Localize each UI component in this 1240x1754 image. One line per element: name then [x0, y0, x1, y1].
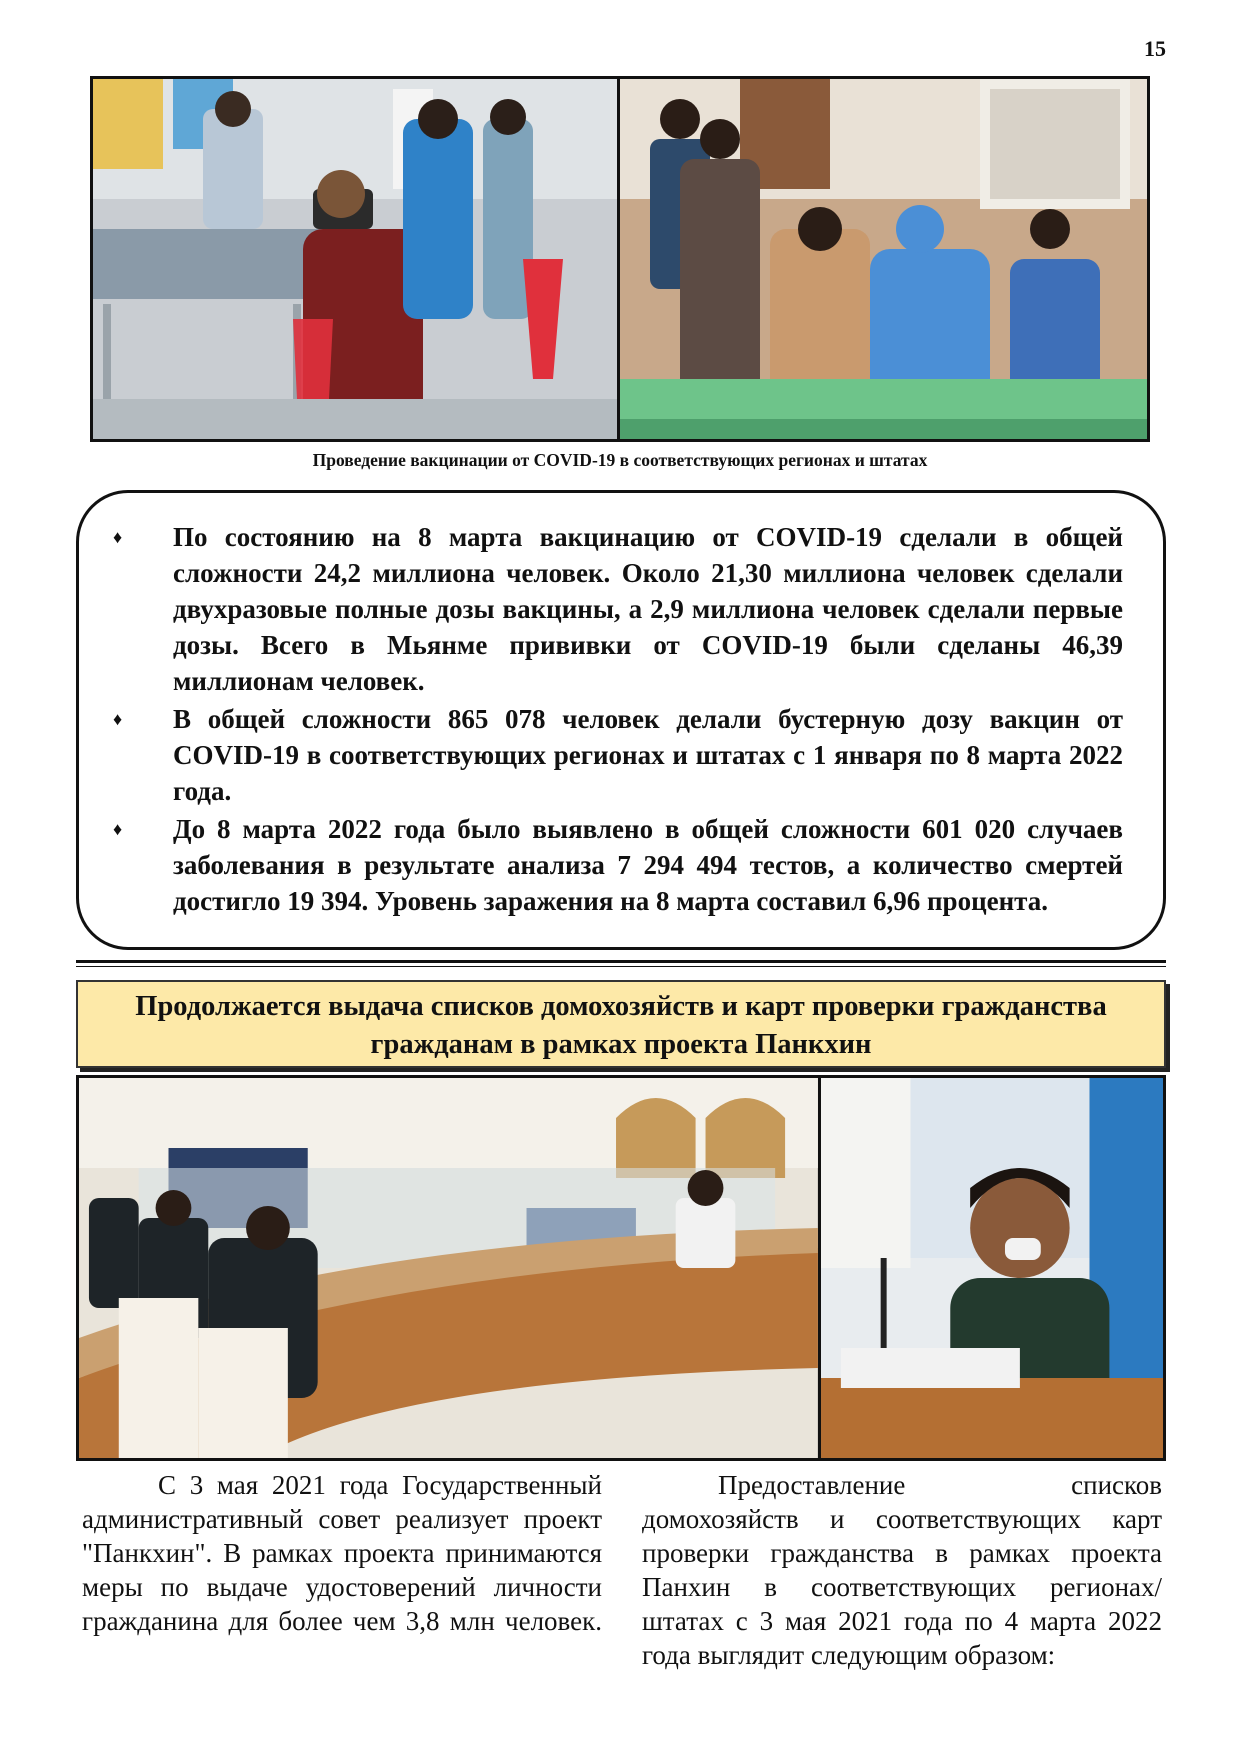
diamond-bullet-icon: ♦: [113, 527, 123, 547]
article-paragraph-left: С 3 мая 2021 года Государственный административный совет реализует проект "Панкхин". В рамках проекта принимаются меры по выдаче удостоверений личности гражданина для более чем 3,8 млн человек.: [82, 1470, 602, 1636]
article-headline: [76, 980, 1166, 1068]
list-item-text: В общей сложности 865 078 человек делали бустерную дозу вакцин от COVID-19 в соответствующих регионах и штатах с 1 января по 8 марта 2022 года.: [173, 704, 1123, 806]
headline-line-2: гражданам в рамках проекта Панкхин: [370, 1029, 872, 1060]
meeting-photo-frame: [76, 1075, 1166, 1461]
list-item-text: До 8 марта 2022 года было выявлено в общей сложности 601 020 случаев заболевания в результате анализа 7 294 494 тестов, а количество смертей достигло 19 394. Уровень заражения на 8 марта составил 6,96 процента.: [173, 814, 1123, 916]
photo-caption: Проведение вакцинации от COVID-19 в соответствующих регионах и штатах: [312, 450, 928, 470]
covid-summary-box: [76, 490, 1166, 950]
section-divider-thin: [76, 966, 1166, 967]
diamond-bullet-icon: ♦: [113, 709, 123, 729]
list-item: [109, 811, 1123, 919]
vaccination-photo-frame: [90, 76, 1150, 442]
meeting-photo-left: [79, 1078, 818, 1458]
diamond-bullet-icon: ♦: [113, 819, 123, 839]
headline-line-1: Продолжается выдача списков домохозяйств и карт проверки гражданства: [135, 991, 1107, 1022]
article-column-right: [642, 1468, 1162, 1672]
list-item: [109, 701, 1123, 809]
article-column-left: [82, 1468, 602, 1638]
page-number: 15: [1144, 36, 1166, 61]
covid-summary-list: [109, 519, 1123, 919]
section-divider: [76, 960, 1166, 963]
vaccination-photo-left: [93, 79, 617, 439]
vaccination-photo-right: [620, 79, 1147, 439]
article-paragraph-right: Предоставление списков домохозяйств и соответствующих карт проверки гражданства в рамках проекта Панхин в соответствующих регионах/ штатах с 3 мая 2021 года по 4 марта 2022 года выглядит следующим образом:: [642, 1470, 1162, 1670]
list-item-text: По состоянию на 8 марта вакцинацию от COVID-19 сделали в общей сложности 24,2 миллиона человек. Около 21,30 миллиона человек сделали двухразовые полные дозы вакцины, а 2,9 миллиона человек сделали первые дозы. Всего в Мьянме прививки от COVID-19 были сделаны 46,39 миллионам человек.: [173, 522, 1123, 696]
meeting-photo-right: [821, 1078, 1163, 1458]
list-item: [109, 519, 1123, 699]
